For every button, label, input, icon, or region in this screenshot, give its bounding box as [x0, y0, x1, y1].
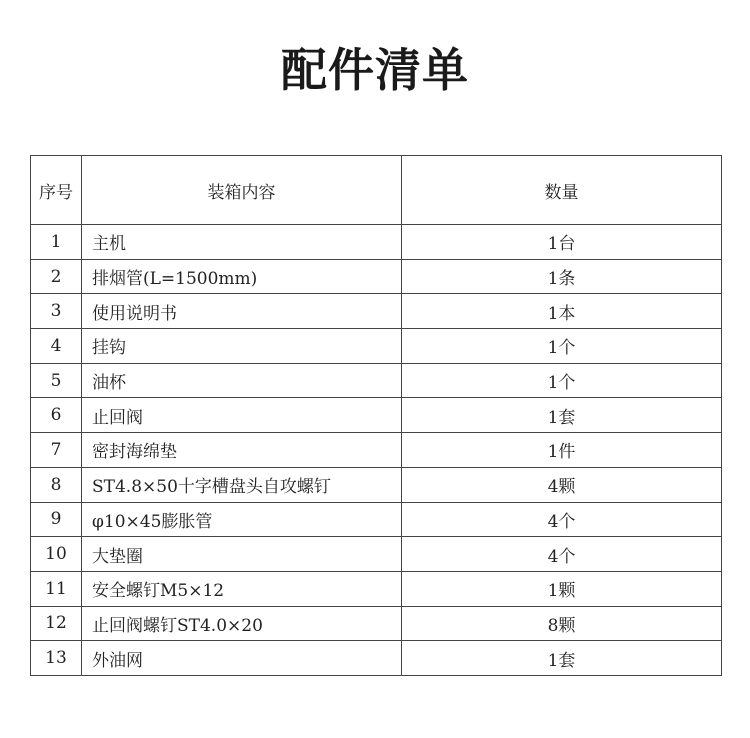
- table-row: [31, 294, 722, 329]
- cell-quantity: 1套: [402, 398, 722, 433]
- cell-item: 大垫圈: [82, 537, 402, 572]
- cell-serial-number: 11: [31, 571, 82, 606]
- table-header-row: [31, 156, 722, 225]
- cell-serial-number: 8: [31, 467, 82, 502]
- cell-quantity: 1套: [402, 641, 722, 676]
- cell-quantity: 1个: [402, 329, 722, 364]
- cell-item: 止回阀: [82, 398, 402, 433]
- table-row: [31, 537, 722, 572]
- cell-item: 外油网: [82, 641, 402, 676]
- table-row: [31, 641, 722, 676]
- cell-quantity: 1本: [402, 294, 722, 329]
- cell-serial-number: 7: [31, 433, 82, 468]
- cell-serial-number: 13: [31, 641, 82, 676]
- header-serial-number: 序号: [31, 156, 82, 225]
- header-package-contents: 装箱内容: [82, 156, 402, 225]
- cell-quantity: 4颗: [402, 467, 722, 502]
- table-row: [31, 606, 722, 641]
- table-row: [31, 329, 722, 364]
- parts-list-table: [30, 155, 722, 676]
- cell-quantity: 8颗: [402, 606, 722, 641]
- cell-quantity: 1台: [402, 225, 722, 260]
- cell-quantity: 1条: [402, 259, 722, 294]
- cell-serial-number: 1: [31, 225, 82, 260]
- cell-item: 安全螺钉M5×12: [82, 571, 402, 606]
- table-row: [31, 433, 722, 468]
- cell-serial-number: 9: [31, 502, 82, 537]
- cell-item: ST4.8×50十字槽盘头自攻螺钉: [82, 467, 402, 502]
- cell-item: 使用说明书: [82, 294, 402, 329]
- cell-serial-number: 5: [31, 363, 82, 398]
- cell-item: 油杯: [82, 363, 402, 398]
- table-row: [31, 398, 722, 433]
- cell-quantity: 1颗: [402, 571, 722, 606]
- table-row: [31, 225, 722, 260]
- cell-quantity: 1件: [402, 433, 722, 468]
- cell-item: 主机: [82, 225, 402, 260]
- cell-serial-number: 10: [31, 537, 82, 572]
- page-title: 配件清单: [281, 43, 469, 97]
- cell-item: 排烟管(L=1500mm): [82, 259, 402, 294]
- header-quantity: 数量: [402, 156, 722, 225]
- cell-item: 止回阀螺钉ST4.0×20: [82, 606, 402, 641]
- cell-quantity: 4个: [402, 502, 722, 537]
- cell-serial-number: 3: [31, 294, 82, 329]
- table-row: [31, 502, 722, 537]
- cell-item: φ10×45膨胀管: [82, 502, 402, 537]
- cell-serial-number: 2: [31, 259, 82, 294]
- cell-serial-number: 12: [31, 606, 82, 641]
- cell-serial-number: 6: [31, 398, 82, 433]
- table-row: [31, 467, 722, 502]
- table-row: [31, 259, 722, 294]
- cell-item: 密封海绵垫: [82, 433, 402, 468]
- cell-quantity: 4个: [402, 537, 722, 572]
- cell-quantity: 1个: [402, 363, 722, 398]
- cell-serial-number: 4: [31, 329, 82, 364]
- cell-item: 挂钩: [82, 329, 402, 364]
- table-row: [31, 571, 722, 606]
- table-row: [31, 363, 722, 398]
